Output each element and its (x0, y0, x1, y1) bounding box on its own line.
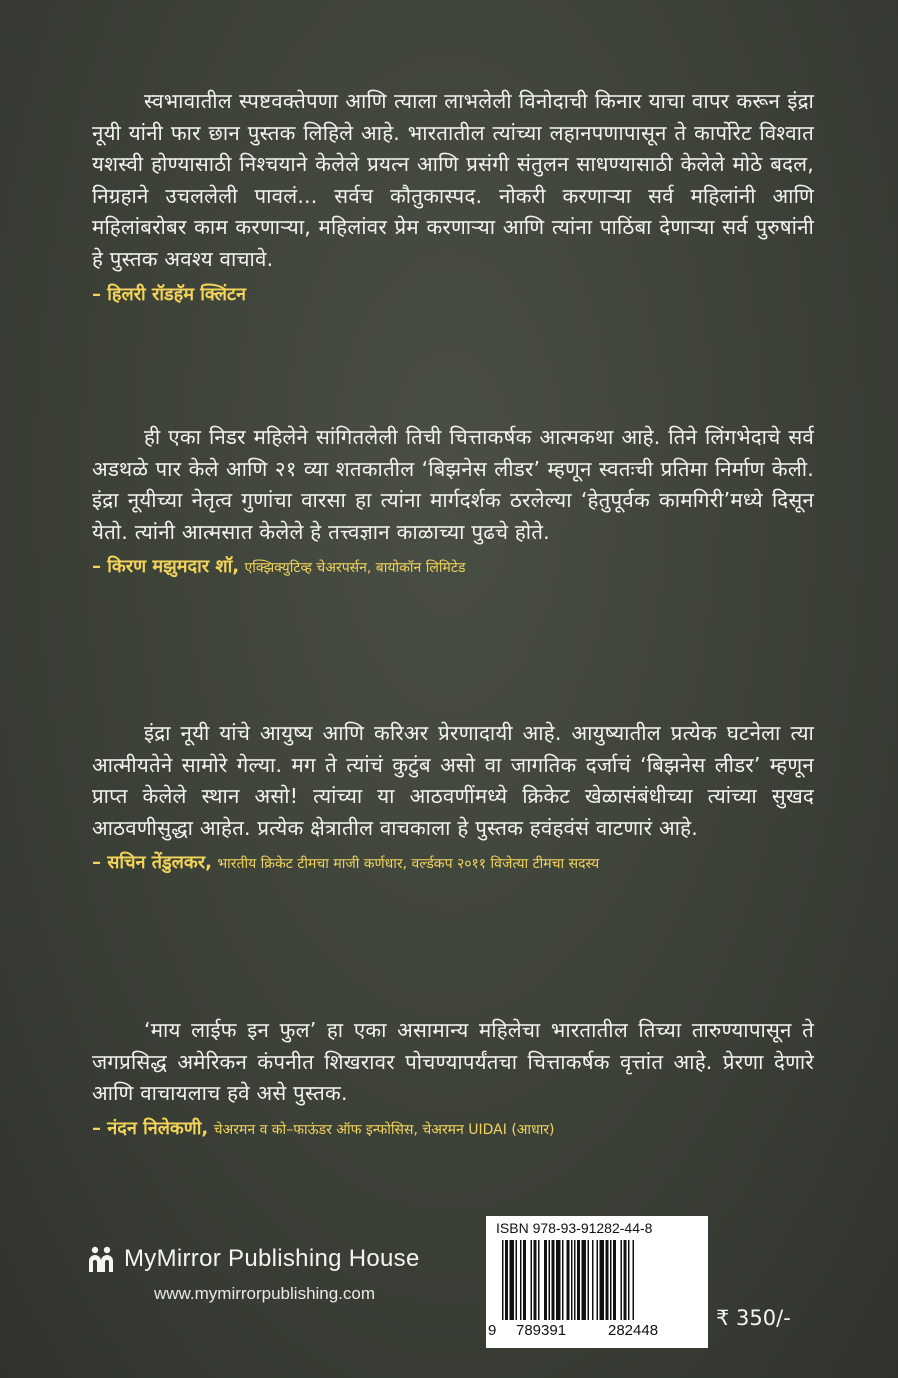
barcode-bar (510, 1240, 515, 1320)
quote-attribution (92, 850, 814, 877)
barcode-bar (621, 1240, 623, 1320)
endorsement-quote (92, 86, 814, 308)
barcode-bar (574, 1240, 576, 1320)
barcode-bar (606, 1240, 609, 1320)
barcode-bar (628, 1240, 630, 1320)
endorsement-quote (92, 718, 814, 877)
isbn-label: ISBN 978-93-91282-44-8 (496, 1220, 653, 1236)
barcode-bar (534, 1240, 537, 1320)
barcode-bar (531, 1240, 533, 1320)
barcode-bar (552, 1240, 555, 1320)
endorsement-quote (92, 1015, 814, 1143)
publisher-name: MyMirror Publishing House (124, 1245, 420, 1272)
attribution-name: – सचिन तेंडुलकर, (92, 852, 212, 874)
barcode-bar (592, 1240, 594, 1320)
barcode-bars (498, 1240, 696, 1322)
barcode-bar (577, 1240, 580, 1320)
barcode-bar (588, 1240, 590, 1320)
barcode-bar (520, 1240, 522, 1320)
barcode-bar (613, 1240, 616, 1320)
price-label: ₹ 350/- (716, 1306, 791, 1330)
barcode-digits-left: 789391 (516, 1322, 567, 1339)
barcode-bar (582, 1240, 587, 1320)
quote-attribution (92, 554, 814, 581)
barcode-bar (505, 1240, 508, 1320)
barcode-digit-first: 9 (488, 1322, 497, 1339)
attribution-name: – नंदन निलेकणी, (92, 1117, 209, 1139)
barcode-bar (597, 1240, 599, 1320)
attribution-role: एक्झिक्युटिव्ह चेअरपर्सन, बायोकॉन लिमिटेड (244, 560, 466, 577)
barcode-bar (544, 1240, 547, 1320)
barcode-digits-right: 282448 (608, 1322, 659, 1339)
attribution-role: भारतीय क्रिकेट टीमचा माजी कर्णधार, वर्ल्डकप २०११ विजेत्या टीमचा सदस्य (217, 856, 600, 873)
barcode-bar (549, 1240, 551, 1320)
barcode-bar (523, 1240, 526, 1320)
barcode-bar (633, 1240, 635, 1320)
barcode-bar (516, 1240, 518, 1320)
barcode-bar (624, 1240, 627, 1320)
people-logo-icon (86, 1244, 116, 1274)
quote-attribution (92, 282, 814, 308)
isbn-barcode (486, 1216, 708, 1348)
barcode-bar (562, 1240, 564, 1320)
barcode-bar (567, 1240, 570, 1320)
attribution-role: चेअरमन व को–फाऊंडर ऑफ इन्फोसिस, चेअरमन UIDAI (आधार) (213, 1121, 555, 1138)
attribution-name: – हिलरी रॉडहॅम क्लिंटन (92, 283, 246, 305)
quote-text: ‘माय लाईफ इन फुल’ हा एका असामान्य महिलेचा भारतातील तिच्या तारुण्यापासून ते जगप्रसिद्ध अमेरिकन कंपनीत शिखरावर पोचण्यापर्यंतचा चित्ताकर्षक वृत्तांत आहे. प्रेरणा देणारे आणि वाचायलाच हवे असे पुस्तक. (92, 1018, 814, 1106)
quote-attribution (92, 1116, 814, 1143)
barcode-bar (600, 1240, 605, 1320)
barcode-bar (610, 1240, 612, 1320)
publisher-block (86, 1244, 466, 1304)
quote-text: इंद्रा नूयी यांचे आयुष्य आणि करिअर प्रेरणादायी आहे. आयुष्यातील प्रत्येक घटनेला त्या आत्मीयतेने सामोरे गेल्या. मग ते त्यांचं कुटुंब असो वा जागतिक दर्जाचं ‘बिझनेस लीडर’ म्हणून प्राप्त केलेले स्थान असो! त्यांच्या या आठवणींमध्ये क्रिकेट खेळासंबंधीच्या त्यांच्या सुखद आठवणीसुद्धा आहेत. प्रत्येक क्षेत्रातील वाचकाला हे पुस्तक हवंहवंसं वाटणारं आहे. (92, 721, 814, 840)
publisher-url: www.mymirrorpublishing.com (154, 1284, 376, 1303)
attribution-name: – किरण मझुमदार शॉ, (92, 556, 240, 578)
quote-text: स्वभावातील स्पष्टवक्तेपणा आणि त्याला लाभलेली विनोदाची किनार याचा वापर करून इंद्रा नूयी यांनी फार छान पुस्तक लिहिले आहे. भारतातील त्यांच्या लहानपणापासून ते कार्पोरेट विश्वात यशस्वी होण्यासाठी निश्चयाने केलेले प्रयत्न आणि प्रसंगी संतुलन साधण्यासाठी केलेले मोठे बदल, निग्रहाने उचललेली पावलं... सर्वच कौतुकास्पद. नोकरी करणाऱ्या सर्व महिलांनी आणि महिलांबरोबर काम करणाऱ्या, महिलांवर प्रेम करणाऱ्या आणि त्यांना पाठिंबा देणाऱ्या सर्व पुरुषांनी हे पुस्तक अवश्य वाचावे. (92, 89, 814, 271)
barcode-bar (502, 1240, 504, 1320)
endorsement-quote (92, 422, 814, 581)
barcode-bar (556, 1240, 561, 1320)
barcode-bar (538, 1240, 540, 1320)
barcode-bar (571, 1240, 573, 1320)
quote-text: ही एका निडर महिलेने सांगितलेली तिची चित्ताकर्षक आत्मकथा आहे. तिने लिंगभेदाचे सर्व अडथळे पार केले आणि २१ व्या शतकातील ‘बिझनेस लीडर’ म्हणून स्वतःची प्रतिमा निर्माण केली. इंद्रा नूयीच्या नेतृत्व गुणांचा वारसा हा त्यांना मार्गदर्शक ठरलेल्या ‘हेतुपूर्वक कामगिरी’मध्ये दिसून येतो. त्यांनी आत्मसात केलेले हे तत्त्वज्ञान काळाच्या पुढचे होते. (92, 425, 814, 544)
